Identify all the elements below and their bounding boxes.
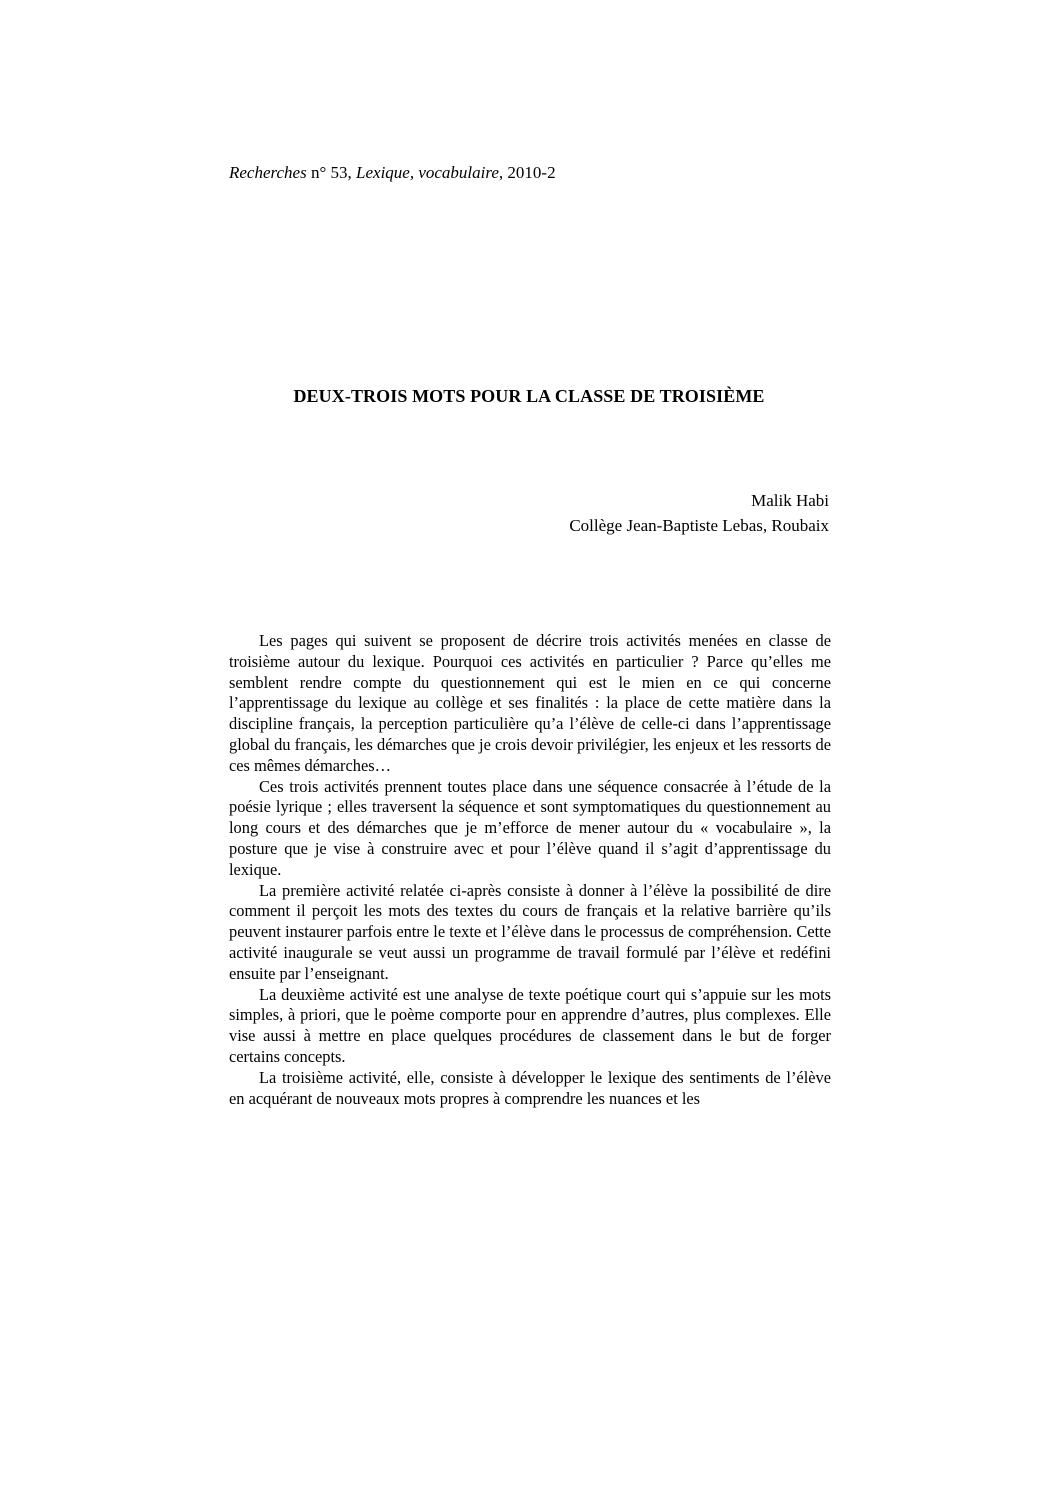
author-block: [569, 488, 829, 538]
article-title: DEUX-TROIS MOTS POUR LA CLASSE DE TROISIÈME: [293, 386, 765, 406]
paragraph: Ces trois activités prennent toutes place dans une séquence consacrée à l’étude de la poésie lyrique ; elles traversent la séquence et sont symptomatiques du questionnement au long cours et des démarches que je m’efforce de mener autour du « vocabulaire », la posture que je vise à construire avec et pour l’élève quand il s’agit d’apprentissage du lexique.: [229, 776, 831, 879]
journal-year: , 2010-2: [498, 163, 556, 182]
paragraph: La première activité relatée ci-après consiste à donner à l’élève la possibilité de dire comment il perçoit les mots des textes du cours de français et la relative barrière qu’ils peuvent instaurer parfois entre le texte et l’élève dans le processus de compréhension. Cette activité inaugurale se veut aussi un programme de travail formulé par l’élève et redéfini ensuite par l’enseignant.: [229, 880, 831, 983]
journal-header: [229, 163, 556, 183]
journal-name: Recherches: [229, 163, 307, 182]
article-body: [229, 631, 831, 1109]
paragraph: La troisième activité, elle, consiste à développer le lexique des sentiments de l’élève en acquérant de nouveaux mots propres à comprendre les nuances et les: [229, 1067, 831, 1108]
paragraph: Les pages qui suivent se proposent de décrire trois activités menées en classe de troisième autour du lexique. Pourquoi ces activités en particulier ? Parce qu’elles me semblent rendre compte du questionnement qui est le mien en ce qui concerne l’apprentissage du lexique au collège et ses finalités : la place de cette matière dans la discipline français, la perception particulière qu’a l’élève de celle-ci dans l’apprentissage global du français, les démarches que je crois devoir privilégier, les enjeux et les ressorts de ces mêmes démarches…: [229, 631, 831, 775]
author-affiliation: Collège Jean-Baptiste Lebas, Roubaix: [569, 516, 829, 535]
journal-theme: Lexique, vocabulaire: [356, 163, 499, 182]
author-name: Malik Habi: [751, 491, 829, 510]
paragraph: La deuxième activité est une analyse de texte poétique court qui s’appuie sur les mots simples, à priori, que le poème comporte pour en apprendre d’autres, plus complexes. Elle vise aussi à mettre en place quelques procédures de classement dans le but de forger certains concepts.: [229, 984, 831, 1066]
journal-number: n° 53,: [306, 163, 357, 182]
